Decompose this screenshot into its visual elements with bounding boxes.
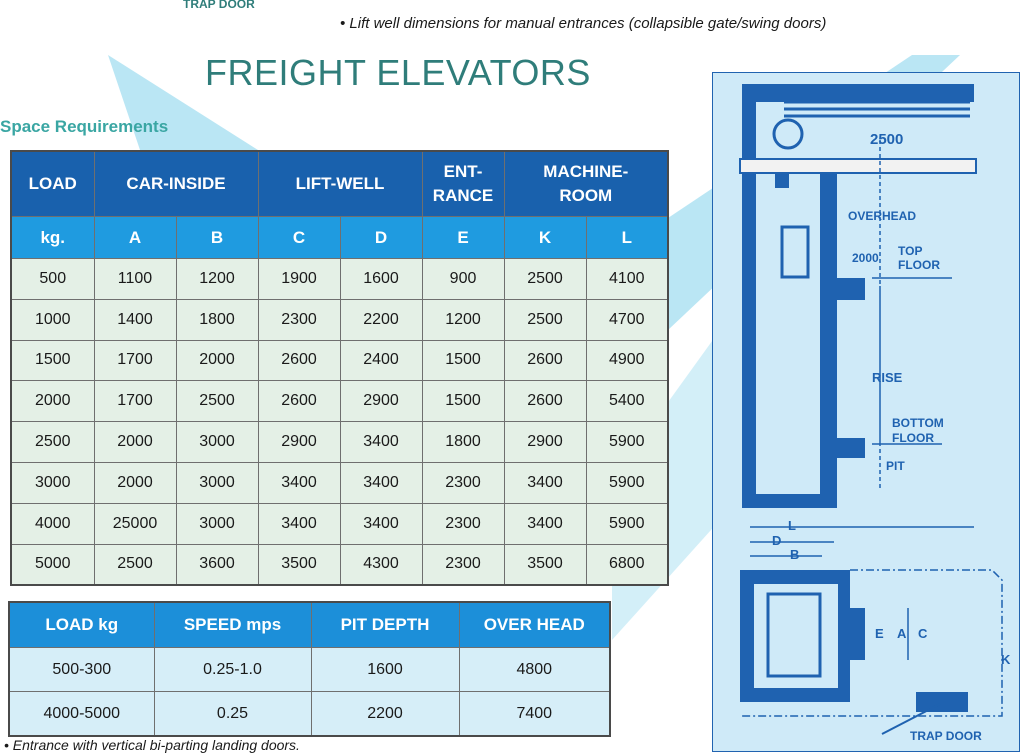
dim-label-e: E xyxy=(875,626,884,641)
table-cell: 3400 xyxy=(258,503,340,544)
table-cell: 3000 xyxy=(11,462,94,503)
table-cell: 2500 xyxy=(176,381,258,422)
table-cell: 1200 xyxy=(422,299,504,340)
table-cell: 1900 xyxy=(258,259,340,300)
table-cell: 2600 xyxy=(504,340,586,381)
table-cell: 5000 xyxy=(11,544,94,585)
table-cell: 4000-5000 xyxy=(9,692,154,737)
speed-pit-overhead-table xyxy=(8,601,611,737)
trap-door-hatch xyxy=(916,692,968,712)
summary-table-body xyxy=(9,648,610,737)
unit-l: L xyxy=(586,217,668,259)
table-cell: 3400 xyxy=(340,422,422,463)
table-cell: 2200 xyxy=(340,299,422,340)
table-cell: 2900 xyxy=(340,381,422,422)
unit-c: C xyxy=(258,217,340,259)
table-cell: 3500 xyxy=(258,544,340,585)
header-entrance: ENT- RANCE xyxy=(422,151,504,217)
dim-label-a: A xyxy=(897,626,907,641)
table-cell: 1800 xyxy=(422,422,504,463)
dim-label-d: D xyxy=(772,533,782,548)
unit-k: K xyxy=(504,217,586,259)
table-cell: 5900 xyxy=(586,422,668,463)
table-cell: 3400 xyxy=(340,503,422,544)
dim-label-b: B xyxy=(790,547,800,562)
table-cell: 2600 xyxy=(504,381,586,422)
table-cell: 3400 xyxy=(504,462,586,503)
unit-kg: kg. xyxy=(11,217,94,259)
group-header-row xyxy=(11,151,668,217)
table-cell: 2500 xyxy=(504,299,586,340)
table-cell: 2300 xyxy=(422,544,504,585)
table-cell: 3600 xyxy=(176,544,258,585)
table-row xyxy=(11,422,668,463)
table-cell: 4100 xyxy=(586,259,668,300)
table-cell: 2900 xyxy=(258,422,340,463)
entrance-note: • Entrance with vertical bi-parting landing doors. xyxy=(4,737,300,753)
table-cell: 4900 xyxy=(586,340,668,381)
table-cell: 500 xyxy=(11,259,94,300)
table-row xyxy=(11,259,668,300)
table-cell: 3500 xyxy=(504,544,586,585)
header-car-inside: CAR-INSIDE xyxy=(94,151,258,217)
header-load-kg: LOAD kg xyxy=(9,602,154,648)
table-cell: 2500 xyxy=(11,422,94,463)
table-cell: 0.25-1.0 xyxy=(154,648,311,692)
table-cell: 6800 xyxy=(586,544,668,585)
table-cell: 1200 xyxy=(176,259,258,300)
table-cell: 3000 xyxy=(176,422,258,463)
table-cell: 500-300 xyxy=(9,648,154,692)
section-subtitle: Space Requirements xyxy=(0,117,169,136)
unit-header-row xyxy=(11,217,668,259)
table-cell: 3000 xyxy=(176,503,258,544)
dim-label-c: C xyxy=(918,626,928,641)
table-cell: 3400 xyxy=(340,462,422,503)
table-cell: 4800 xyxy=(459,648,610,692)
table-cell: 1400 xyxy=(94,299,176,340)
header-load: LOAD xyxy=(11,151,94,217)
table-cell: 1000 xyxy=(11,299,94,340)
table-cell: 2200 xyxy=(311,692,459,737)
header-lift-well: LIFT-WELL xyxy=(258,151,422,217)
table-cell: 5900 xyxy=(586,503,668,544)
header-pit-depth: PIT DEPTH xyxy=(311,602,459,648)
bottom-label: BOTTOM xyxy=(892,416,944,430)
table-cell: 1500 xyxy=(11,340,94,381)
counterweight-arrow xyxy=(775,172,789,188)
bottom-floor-slab xyxy=(820,438,865,458)
pit-label: PIT xyxy=(886,459,905,473)
table-cell: 1600 xyxy=(340,259,422,300)
table-cell: 2500 xyxy=(504,259,586,300)
table-row xyxy=(11,544,668,585)
table-cell: 5400 xyxy=(586,381,668,422)
table-cell: 2600 xyxy=(258,381,340,422)
dim-label-k: K xyxy=(1001,652,1011,667)
top-label: TOP xyxy=(898,244,923,258)
table-cell: 2600 xyxy=(258,340,340,381)
table-cell: 5900 xyxy=(586,462,668,503)
table-cell: 2900 xyxy=(504,422,586,463)
unit-b: B xyxy=(176,217,258,259)
table-cell: 2300 xyxy=(258,299,340,340)
table-cell: 25000 xyxy=(94,503,176,544)
dim-2000: 2000 xyxy=(852,251,879,265)
table-cell: 1600 xyxy=(311,648,459,692)
table-row xyxy=(11,462,668,503)
table-cell: 1800 xyxy=(176,299,258,340)
table-cell: 0.25 xyxy=(154,692,311,737)
table-cell: 2400 xyxy=(340,340,422,381)
table-cell: 1700 xyxy=(94,340,176,381)
table-row xyxy=(11,340,668,381)
machine-room-floor xyxy=(740,159,976,173)
table-row xyxy=(11,381,668,422)
table-cell: 1100 xyxy=(94,259,176,300)
trap-door-caption-top: TRAP DOOR xyxy=(183,0,255,11)
table-cell: 7400 xyxy=(459,692,610,737)
table-cell: 2500 xyxy=(94,544,176,585)
table-cell: 4700 xyxy=(586,299,668,340)
table-cell: 3400 xyxy=(504,503,586,544)
table-cell: 1500 xyxy=(422,381,504,422)
spec-table-body xyxy=(11,259,668,586)
table-cell: 2300 xyxy=(422,462,504,503)
dim-label-l: L xyxy=(788,518,796,533)
table-cell: 1700 xyxy=(94,381,176,422)
table-cell: 2000 xyxy=(11,381,94,422)
dim-2500: 2500 xyxy=(870,131,904,148)
trap-door-label: TRAP DOOR xyxy=(910,729,982,743)
bottom-floor-label: FLOOR xyxy=(892,431,934,445)
summary-header-row xyxy=(9,602,610,648)
table-cell: 900 xyxy=(422,259,504,300)
table-cell: 3400 xyxy=(258,462,340,503)
header-machine-room: MACHINE- ROOM xyxy=(504,151,668,217)
table-cell: 2000 xyxy=(176,340,258,381)
table-row xyxy=(9,692,610,737)
header-speed: SPEED mps xyxy=(154,602,311,648)
table-row xyxy=(11,299,668,340)
page-title: FREIGHT ELEVATORS xyxy=(205,52,591,93)
unit-d: D xyxy=(340,217,422,259)
table-cell: 2300 xyxy=(422,503,504,544)
rise-label: RISE xyxy=(872,370,903,385)
elevator-shaft-diagram xyxy=(712,72,1020,752)
table-row xyxy=(9,648,610,692)
table-cell: 2000 xyxy=(94,462,176,503)
space-requirements-table xyxy=(10,150,669,586)
table-cell: 1500 xyxy=(422,340,504,381)
table-cell: 4300 xyxy=(340,544,422,585)
table-cell: 3000 xyxy=(176,462,258,503)
top-floor-label: FLOOR xyxy=(898,258,940,272)
table-row xyxy=(11,503,668,544)
table-cell: 2000 xyxy=(94,422,176,463)
wall-dimensions-note: • Lift well dimensions for manual entrances (collapsible gate/swing doors) xyxy=(340,15,827,32)
unit-a: A xyxy=(94,217,176,259)
top-floor-slab xyxy=(820,278,865,300)
unit-e: E xyxy=(422,217,504,259)
header-overhead: OVER HEAD xyxy=(459,602,610,648)
overhead-label: OVERHEAD xyxy=(848,209,917,223)
table-cell: 4000 xyxy=(11,503,94,544)
